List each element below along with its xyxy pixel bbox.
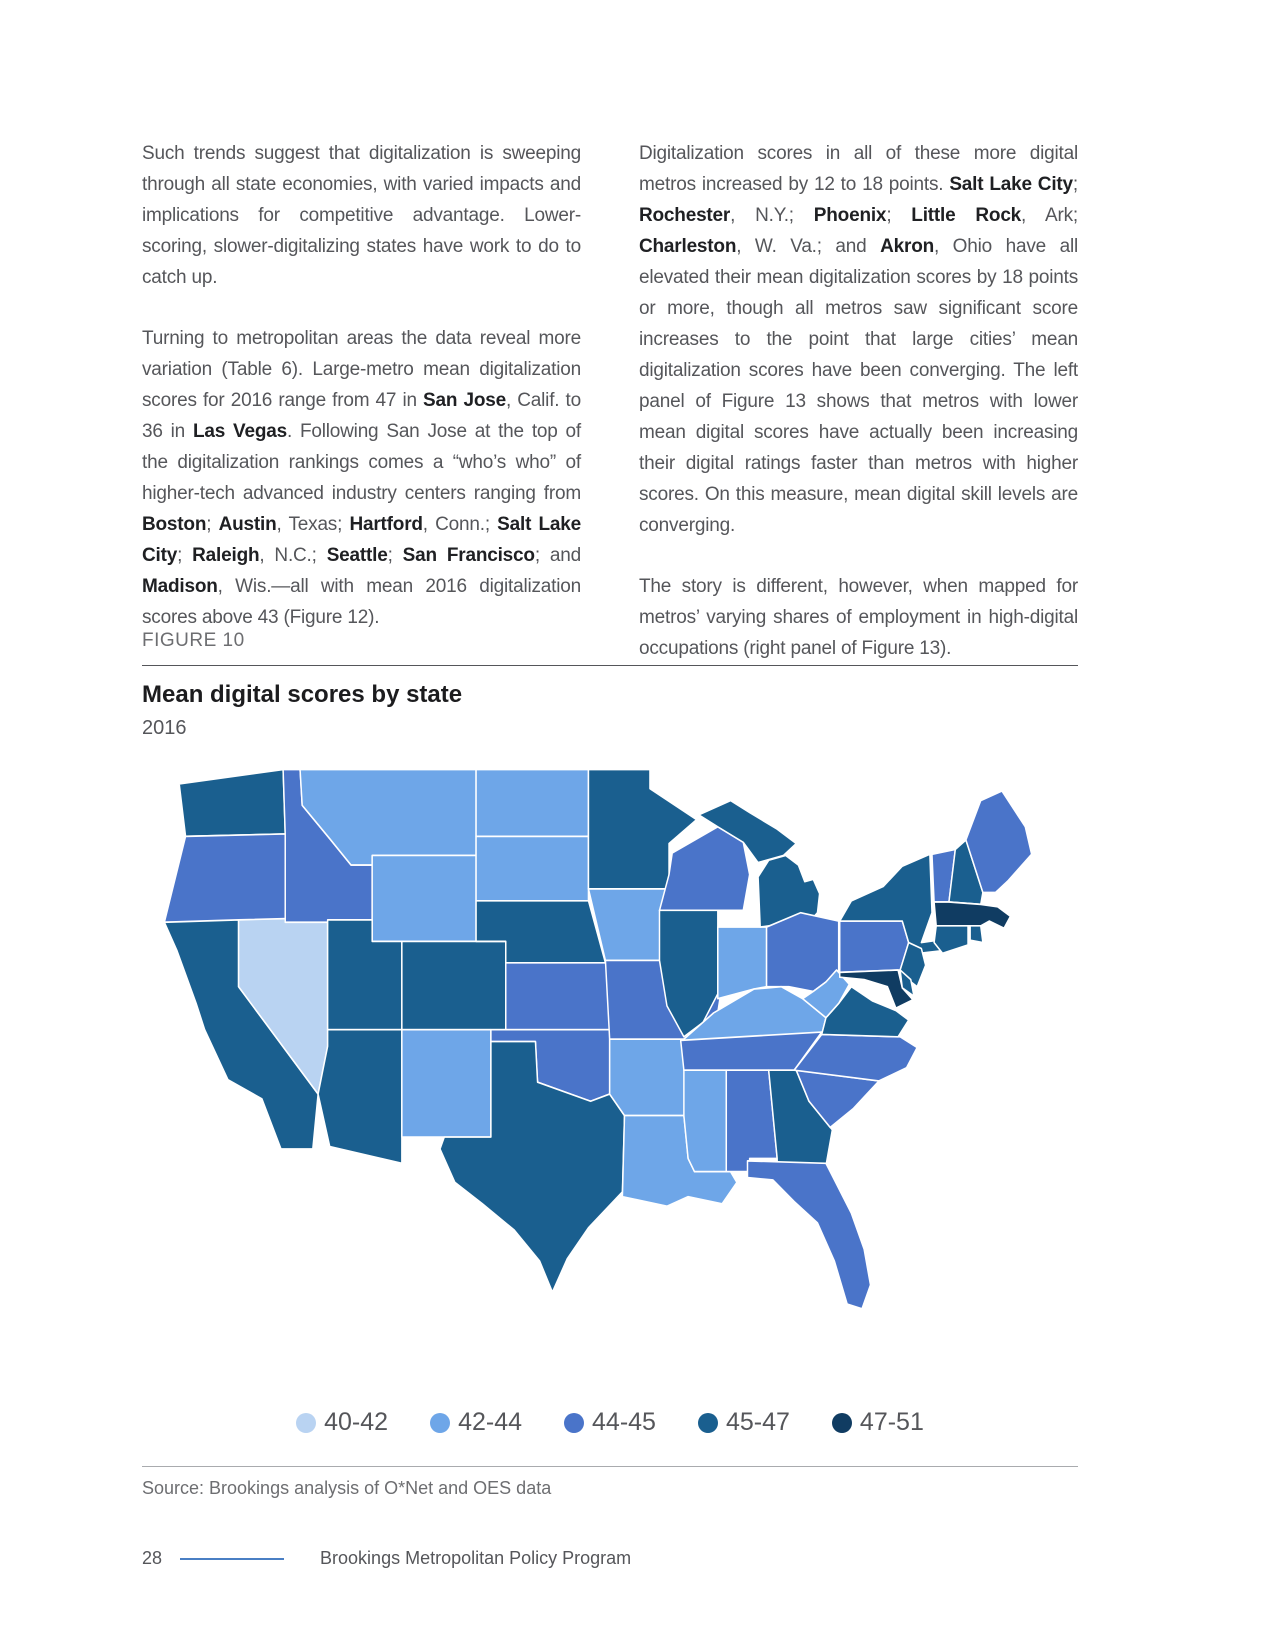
text: ; — [206, 514, 219, 535]
text: ; — [387, 545, 403, 566]
figure-title: Mean digital scores by state — [142, 681, 463, 708]
legend-swatch-icon — [564, 1413, 584, 1433]
left-column — [142, 138, 581, 694]
bold-text: Phoenix — [813, 205, 887, 226]
bold-text: Salt Lake City — [949, 174, 1073, 195]
bold-text: San Francisco — [402, 545, 535, 566]
legend-swatch-icon — [698, 1413, 718, 1433]
legend-label: 42-44 — [458, 1408, 523, 1436]
state-ma — [934, 902, 1010, 928]
legend-item — [296, 1408, 388, 1437]
page-number: 28 — [142, 1548, 163, 1568]
state-ri — [970, 926, 983, 943]
us-choropleth-map — [158, 760, 1038, 1316]
text: , Texas; — [276, 514, 350, 535]
state-ks — [506, 963, 610, 1030]
figure-top-rule — [142, 665, 1078, 666]
footer-accent-line — [180, 1558, 284, 1560]
bold-text: Las Vegas — [192, 421, 287, 442]
text: Such trends suggest that digitalization is sweeping through all state economies, with varied impacts and implications for competitive advantage. Lower-scoring, slower-digitalizing states have work to do to catch up. — [142, 143, 581, 288]
paragraph — [142, 323, 581, 633]
state-co — [402, 941, 506, 1029]
paragraph — [142, 138, 581, 293]
bold-text: Charleston — [639, 236, 737, 257]
bold-text: Hartford — [349, 514, 423, 535]
state-fl — [747, 1161, 870, 1309]
text: , N.Y.; — [730, 205, 814, 226]
legend-swatch-icon — [430, 1413, 450, 1433]
legend-label: 40-42 — [324, 1408, 389, 1436]
page-footer — [142, 1548, 631, 1569]
bold-text: Salt Lake City — [142, 514, 581, 566]
bold-text: Seattle — [326, 545, 388, 566]
legend-label: 47-51 — [859, 1408, 924, 1436]
bold-text: Austin — [218, 514, 277, 535]
bold-text: Akron — [880, 236, 935, 257]
bold-text: Rochester — [639, 205, 731, 226]
legend-item — [564, 1408, 656, 1437]
text: ; — [177, 545, 193, 566]
map-legend — [142, 1408, 1078, 1437]
legend-item — [430, 1408, 522, 1437]
text: Turning to metropolitan areas the data reveal more variation (Table 6). Large-metro mean digitalization scores for 2016 range from 47 in — [142, 328, 581, 411]
body-text — [142, 138, 1078, 694]
state-nm — [402, 1030, 491, 1137]
legend-swatch-icon — [832, 1413, 852, 1433]
legend-swatch-icon — [296, 1413, 316, 1433]
text: , Calif. to 36 in — [142, 390, 581, 442]
text: The story is different, however, when mapped for metros’ varying shares of employment in high-digital occupations (right panel of Figure 13). — [639, 576, 1078, 659]
text: ; and — [534, 545, 581, 566]
state-az — [318, 1030, 402, 1164]
figure-subtitle: 2016 — [142, 717, 187, 739]
text: , W. Va.; and — [736, 236, 881, 257]
bold-text: Madison — [142, 576, 218, 597]
text: , Ark; — [1021, 205, 1078, 226]
text: ; — [1072, 174, 1078, 195]
text: , Conn.; — [422, 514, 498, 535]
state-nd — [476, 770, 588, 837]
state-ct — [934, 926, 968, 953]
text: , Ohio have all elevated their mean digitalization scores by 18 points or more, though all metros saw significant score increases to the point that large cities’ mean digitalization scores have been converging. The left panel of Figure 13 shows that metros with lower mean digital scores have actually been increasing their digital ratings faster than metros with higher scores. On this measure, mean digital skill levels are converging. — [639, 236, 1078, 536]
text: . Following San Jose at the top of the digitalization rankings comes a “who’s who” of higher-tech advanced industry centers ranging from — [142, 421, 581, 504]
state-or — [164, 834, 285, 922]
text: Digitalization scores in all of these more digital metros increased by 12 to 18 points. — [639, 143, 1078, 195]
state-wy — [372, 855, 476, 941]
bold-text: San Jose — [423, 390, 506, 411]
figure-bottom-rule — [142, 1466, 1078, 1467]
bold-text: Raleigh — [192, 545, 260, 566]
right-column — [639, 138, 1078, 694]
bold-text: Boston — [142, 514, 207, 535]
state-pa — [840, 921, 909, 972]
footer-program-name: Brookings Metropolitan Policy Program — [320, 1548, 632, 1568]
figure-label: FIGURE 10 — [142, 630, 245, 651]
legend-item — [832, 1408, 924, 1437]
state-wa — [179, 770, 285, 837]
paragraph — [639, 138, 1078, 541]
legend-label: 44-45 — [592, 1408, 656, 1436]
legend-label: 45-47 — [725, 1408, 790, 1436]
paragraph — [639, 571, 1078, 664]
text: ; — [886, 205, 912, 226]
state-sd — [476, 836, 588, 900]
bold-text: Little Rock — [911, 205, 1022, 226]
legend-item — [698, 1408, 790, 1437]
text: , N.C.; — [259, 545, 327, 566]
us-map-svg — [158, 760, 1038, 1316]
state-ms — [684, 1070, 726, 1171]
text: , Wis.—all with mean 2016 digitalization scores above 43 (Figure 12). — [142, 576, 581, 628]
source-note: Source: Brookings analysis of O*Net and OES data — [142, 1478, 552, 1498]
